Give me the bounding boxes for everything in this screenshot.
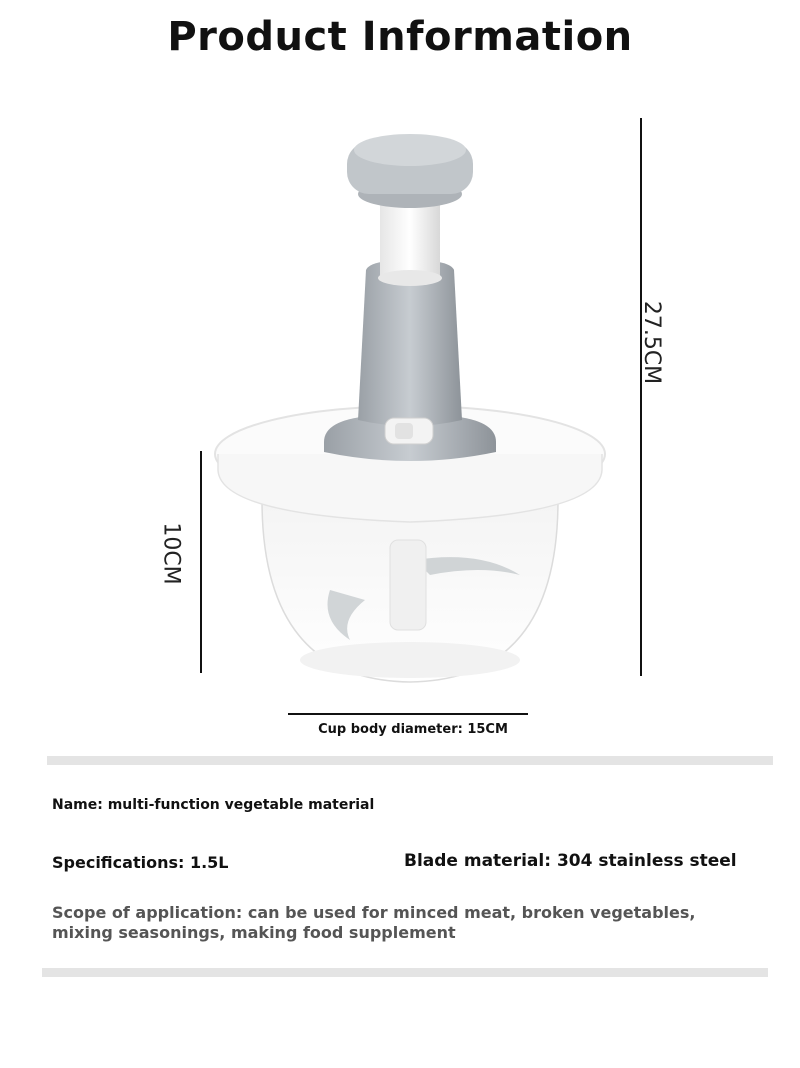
spec-scope-line2: mixing seasonings, making food supplement bbox=[52, 923, 456, 942]
spec-capacity: Specifications: 1.5L bbox=[52, 853, 229, 872]
total-height-line bbox=[640, 118, 642, 676]
diameter-line bbox=[288, 713, 528, 715]
page-title: Product Information bbox=[167, 14, 633, 60]
divider-top bbox=[47, 756, 773, 765]
diameter-label: Cup body diameter: 15CM bbox=[318, 722, 508, 737]
divider-bottom bbox=[42, 968, 768, 977]
spec-name: Name: multi-function vegetable material bbox=[52, 797, 375, 813]
cup-height-label: 10CM bbox=[158, 522, 184, 585]
spec-blade-material: Blade material: 304 stainless steel bbox=[404, 851, 737, 871]
total-height-label: 27.5CM bbox=[639, 300, 665, 385]
vegetable-chopper-image bbox=[200, 120, 620, 700]
cup-height-line bbox=[200, 451, 202, 673]
spec-scope-line1: Scope of application: can be used for minced meat, broken vegetables, bbox=[52, 903, 696, 922]
